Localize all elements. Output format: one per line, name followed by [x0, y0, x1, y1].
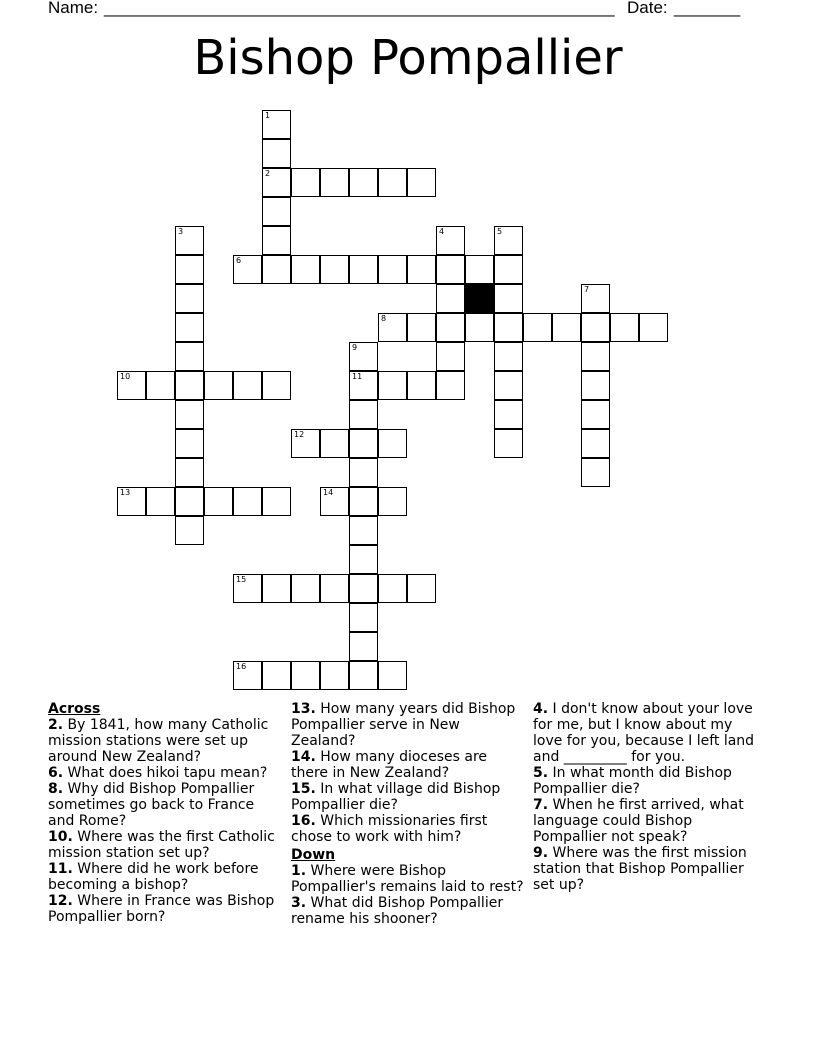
- grid-cell[interactable]: [581, 284, 610, 313]
- grid-cell[interactable]: [320, 661, 349, 690]
- grid-cell[interactable]: [233, 255, 262, 284]
- grid-cell[interactable]: [349, 168, 378, 197]
- grid-cell[interactable]: [262, 139, 291, 168]
- grid-cell[interactable]: [581, 429, 610, 458]
- grid-cell[interactable]: [291, 661, 320, 690]
- grid-cell[interactable]: [175, 400, 204, 429]
- clue-item: [291, 895, 526, 927]
- grid-cell[interactable]: [465, 255, 494, 284]
- clue-item-text: In what month did Bishop Pompallier die?: [533, 765, 732, 797]
- clue-number: 16: [236, 662, 247, 671]
- clue-item-number: 11.: [48, 861, 73, 877]
- grid-cell[interactable]: [262, 487, 291, 516]
- clue-item: [533, 845, 763, 893]
- grid-cell[interactable]: [436, 342, 465, 371]
- grid-cell[interactable]: [320, 429, 349, 458]
- clue-item-number: 1.: [291, 863, 307, 879]
- clues-column-3: [533, 701, 763, 893]
- clue-item-text: How many dioceses are there in New Zealand?: [291, 749, 488, 781]
- clue-item-text: I don't know about your love for me, but I know about my love for you, because I left land and _________ for you.: [533, 701, 755, 765]
- grid-cell[interactable]: [378, 574, 407, 603]
- clue-item: [291, 701, 526, 749]
- page-title: Bishop Pompallier: [193, 30, 623, 86]
- grid-cell[interactable]: [175, 313, 204, 342]
- across-heading: Across: [48, 701, 101, 717]
- clue-number: 10: [120, 372, 131, 381]
- down-clue-list: [291, 863, 526, 927]
- grid-cell[interactable]: [233, 487, 262, 516]
- grid-cell[interactable]: [407, 371, 436, 400]
- clue-item-text: What did Bishop Pompallier rename his shooner?: [291, 895, 504, 927]
- grid-cell[interactable]: [320, 487, 349, 516]
- grid-cell[interactable]: [436, 255, 465, 284]
- clue-number: 6: [236, 256, 242, 265]
- name-label: Name:: [48, 0, 99, 17]
- grid-cell[interactable]: [262, 168, 291, 197]
- clue-item: [291, 781, 526, 813]
- grid-cell[interactable]: [494, 226, 523, 255]
- clue-number: 11: [352, 372, 363, 381]
- grid-cell[interactable]: [146, 487, 175, 516]
- grid-cell[interactable]: [175, 371, 204, 400]
- grid-cell[interactable]: [349, 400, 378, 429]
- grid-cell[interactable]: [407, 313, 436, 342]
- grid-cell[interactable]: [349, 371, 378, 400]
- grid-cell[interactable]: [436, 313, 465, 342]
- clue-item-number: 8.: [48, 781, 64, 797]
- name-line[interactable]: ______________________________________________________: [104, 0, 615, 17]
- clue-item-number: 7.: [533, 797, 549, 813]
- clue-number: 2: [265, 169, 271, 178]
- grid-cell[interactable]: [436, 226, 465, 255]
- grid-cell[interactable]: [349, 458, 378, 487]
- clue-number: 15: [236, 575, 247, 584]
- clue-item-text: Where were Bishop Pompallier's remains laid to rest?: [291, 863, 524, 895]
- clue-item: [533, 701, 763, 765]
- clue-item-number: 13.: [291, 701, 316, 717]
- clue-item: [533, 765, 763, 797]
- date-line[interactable]: _______: [674, 0, 741, 17]
- date-label: Date:: [627, 0, 668, 17]
- grid-cell[interactable]: [494, 342, 523, 371]
- clue-number: 1: [265, 111, 271, 120]
- grid-cell[interactable]: [262, 661, 291, 690]
- grid-cell[interactable]: [262, 371, 291, 400]
- grid-cell[interactable]: [407, 574, 436, 603]
- grid-cell[interactable]: [320, 574, 349, 603]
- grid-cell[interactable]: [349, 255, 378, 284]
- clue-number: 9: [352, 343, 358, 352]
- grid-cell[interactable]: [494, 371, 523, 400]
- clue-item-text: How many years did Bishop Pompallier serve in New Zealand?: [291, 701, 516, 749]
- grid-cell[interactable]: [349, 429, 378, 458]
- grid-cell[interactable]: [407, 168, 436, 197]
- clue-item-text: Why did Bishop Pompallier sometimes go back to France and Rome?: [48, 781, 255, 829]
- clue-item-number: 4.: [533, 701, 549, 717]
- clue-item-text: What does hikoi tapu mean?: [63, 765, 268, 781]
- grid-cell[interactable]: [320, 168, 349, 197]
- clue-item-number: 15.: [291, 781, 316, 797]
- grid-cell[interactable]: [291, 255, 320, 284]
- grid-cell[interactable]: [349, 603, 378, 632]
- clues-column-2: [291, 701, 526, 927]
- grid-block: [465, 284, 494, 313]
- grid-cell[interactable]: [581, 400, 610, 429]
- grid-cell[interactable]: [494, 313, 523, 342]
- clue-item: [291, 749, 526, 781]
- clues-column-1: [48, 701, 283, 925]
- grid-cell[interactable]: [378, 371, 407, 400]
- down-heading: Down: [291, 847, 336, 863]
- grid-cell[interactable]: [262, 110, 291, 139]
- across-clue-list-cont: [291, 701, 526, 845]
- grid-cell[interactable]: [581, 313, 610, 342]
- grid-cell[interactable]: [175, 487, 204, 516]
- grid-cell[interactable]: [378, 429, 407, 458]
- clue-item-text: When he first arrived, what language could Bishop Pompallier not speak?: [533, 797, 744, 845]
- grid-cell[interactable]: [175, 284, 204, 313]
- clue-item-number: 10.: [48, 829, 73, 845]
- grid-cell[interactable]: [262, 574, 291, 603]
- clue-item-number: 14.: [291, 749, 316, 765]
- clue-number: 3: [178, 227, 184, 236]
- grid-cell[interactable]: [494, 284, 523, 313]
- clue-item-text: Which missionaries first chose to work with him?: [291, 813, 488, 845]
- clue-item-number: 6.: [48, 765, 64, 781]
- down-clue-list-cont: [533, 701, 763, 893]
- across-clue-list: [48, 717, 283, 925]
- grid-cell[interactable]: [291, 429, 320, 458]
- grid-cell[interactable]: [175, 342, 204, 371]
- clue-item-number: 3.: [291, 895, 307, 911]
- grid-cell[interactable]: [349, 661, 378, 690]
- grid-cell[interactable]: [320, 255, 349, 284]
- grid-cell[interactable]: [436, 371, 465, 400]
- grid-cell[interactable]: [378, 313, 407, 342]
- grid-cell[interactable]: [204, 487, 233, 516]
- grid-cell[interactable]: [581, 458, 610, 487]
- clue-number: 14: [323, 488, 334, 497]
- grid-cell[interactable]: [349, 574, 378, 603]
- clue-item-number: 9.: [533, 845, 549, 861]
- grid-cell[interactable]: [175, 458, 204, 487]
- grid-cell[interactable]: [552, 313, 581, 342]
- grid-cell[interactable]: [610, 313, 639, 342]
- grid-cell[interactable]: [204, 371, 233, 400]
- clue-number: 4: [439, 227, 445, 236]
- grid-cell[interactable]: [262, 255, 291, 284]
- clue-item-number: 16.: [291, 813, 316, 829]
- grid-cell[interactable]: [175, 226, 204, 255]
- clue-item: [533, 797, 763, 845]
- clue-item-text: Where was the first Catholic mission station set up?: [48, 829, 275, 861]
- clue-item-number: 5.: [533, 765, 549, 781]
- clue-item: [48, 765, 283, 781]
- clue-item-text: In what village did Bishop Pompallier die?: [291, 781, 501, 813]
- grid-cell[interactable]: [494, 400, 523, 429]
- grid-cell[interactable]: [639, 313, 668, 342]
- clue-item-text: By 1841, how many Catholic mission stations were set up around New Zealand?: [48, 717, 269, 765]
- clue-item: [48, 717, 283, 765]
- grid-cell[interactable]: [581, 371, 610, 400]
- grid-cell[interactable]: [436, 284, 465, 313]
- clue-number: 12: [294, 430, 305, 439]
- clue-item-number: 2.: [48, 717, 64, 733]
- clue-item: [48, 829, 283, 861]
- grid-cell[interactable]: [407, 255, 436, 284]
- clue-item: [48, 781, 283, 829]
- grid-cell[interactable]: [349, 487, 378, 516]
- grid-cell[interactable]: [465, 313, 494, 342]
- grid-cell[interactable]: [262, 197, 291, 226]
- grid-cell[interactable]: [262, 226, 291, 255]
- clue-item-text: Where in France was Bishop Pompallier born?: [48, 893, 275, 925]
- grid-cell[interactable]: [378, 168, 407, 197]
- clue-item: [291, 813, 526, 845]
- clue-number: 13: [120, 488, 131, 497]
- clue-item: [48, 893, 283, 925]
- grid-cell[interactable]: [233, 661, 262, 690]
- grid-cell[interactable]: [175, 255, 204, 284]
- grid-cell[interactable]: [146, 371, 175, 400]
- clue-number: 8: [381, 314, 387, 323]
- grid-cell[interactable]: [378, 255, 407, 284]
- grid-cell[interactable]: [175, 516, 204, 545]
- grid-cell[interactable]: [581, 342, 610, 371]
- clue-item: [48, 861, 283, 893]
- clue-item-text: Where did he work before becoming a bishop?: [48, 861, 259, 893]
- grid-cell[interactable]: [349, 632, 378, 661]
- clue-item: [291, 863, 526, 895]
- grid-cell[interactable]: [349, 342, 378, 371]
- grid-cell[interactable]: [233, 371, 262, 400]
- grid-cell[interactable]: [233, 574, 262, 603]
- grid-cell[interactable]: [378, 487, 407, 516]
- grid-cell[interactable]: [494, 429, 523, 458]
- grid-cell[interactable]: [291, 168, 320, 197]
- clue-number: 7: [584, 285, 590, 294]
- clue-number: 5: [497, 227, 503, 236]
- grid-cell[interactable]: [494, 255, 523, 284]
- clue-item-text: Where was the first mission station that Bishop Pompallier set up?: [533, 845, 747, 893]
- grid-cell[interactable]: [378, 661, 407, 690]
- grid-cell[interactable]: [349, 545, 378, 574]
- grid-cell[interactable]: [175, 429, 204, 458]
- grid-cell[interactable]: [117, 487, 146, 516]
- grid-cell[interactable]: [523, 313, 552, 342]
- grid-cell[interactable]: [117, 371, 146, 400]
- grid-cell[interactable]: [349, 516, 378, 545]
- clue-item-number: 12.: [48, 893, 73, 909]
- grid-cell[interactable]: [291, 574, 320, 603]
